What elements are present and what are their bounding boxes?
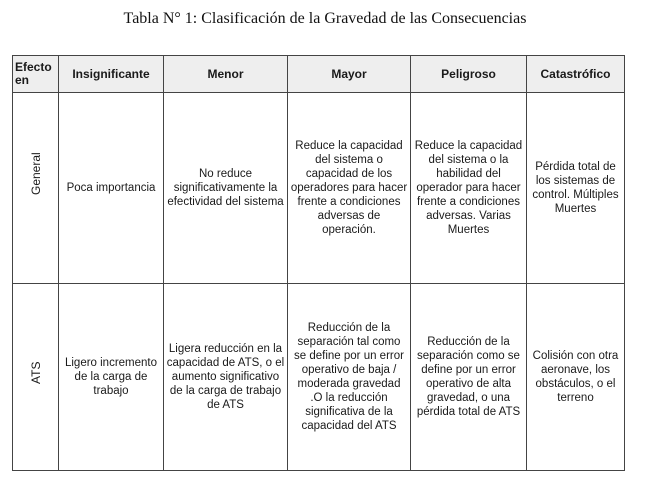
cell-general-menor: No reduce significativamente la efectividad del sistema (164, 93, 288, 284)
cell-ats-mayor: Reducción de la separación tal como se define por un error operativo de baja / moderada gravedad .O la reducción significativa de la capacidad del ATS (288, 284, 411, 471)
cell-ats-insignificante: Ligero incremento de la carga de trabajo (59, 284, 164, 471)
cell-ats-menor: Ligera reducción en la capacidad de ATS, o el aumento significativo de la carga de trabajo de ATS (164, 284, 288, 471)
cell-general-insignificante: Poca importancia (59, 93, 164, 284)
table-row-ats (13, 284, 625, 471)
column-header-peligroso: Peligroso (411, 56, 527, 93)
table-caption: Tabla N° 1: Clasificación de la Gravedad de las Consecuencias (123, 10, 527, 27)
cell-general-catastrofico: Pérdida total de los sistemas de control. Múltiples Muertes (527, 93, 625, 284)
severity-table (12, 55, 625, 471)
cell-general-mayor: Reduce la capacidad del sistema o capacidad de los operadores para hacer frente a condiciones adversas de operación. (288, 93, 411, 284)
column-header-menor: Menor (164, 56, 288, 93)
column-header-catastrofico: Catastrófico (527, 56, 625, 93)
column-header-mayor: Mayor (288, 56, 411, 93)
row-label-general: General (28, 152, 43, 195)
cell-ats-catastrofico: Colisión con otra aeronave, los obstáculos, o el terreno (527, 284, 625, 471)
table-row-general (13, 93, 625, 284)
cell-general-peligroso: Reduce la capacidad del sistema o la habilidad del operador para hacer frente a condiciones adversas. Varias Muertes (411, 93, 527, 284)
cell-ats-peligroso: Reducción de la separación como se define por un error operativo de alta gravedad, o una pérdida total de ATS (411, 284, 527, 471)
row-label-ats: ATS (28, 361, 43, 384)
header-row (13, 56, 625, 93)
row-header-general (13, 93, 59, 284)
corner-header: Efecto en (13, 56, 59, 93)
row-header-ats (13, 284, 59, 471)
column-header-insignificante: Insignificante (59, 56, 164, 93)
